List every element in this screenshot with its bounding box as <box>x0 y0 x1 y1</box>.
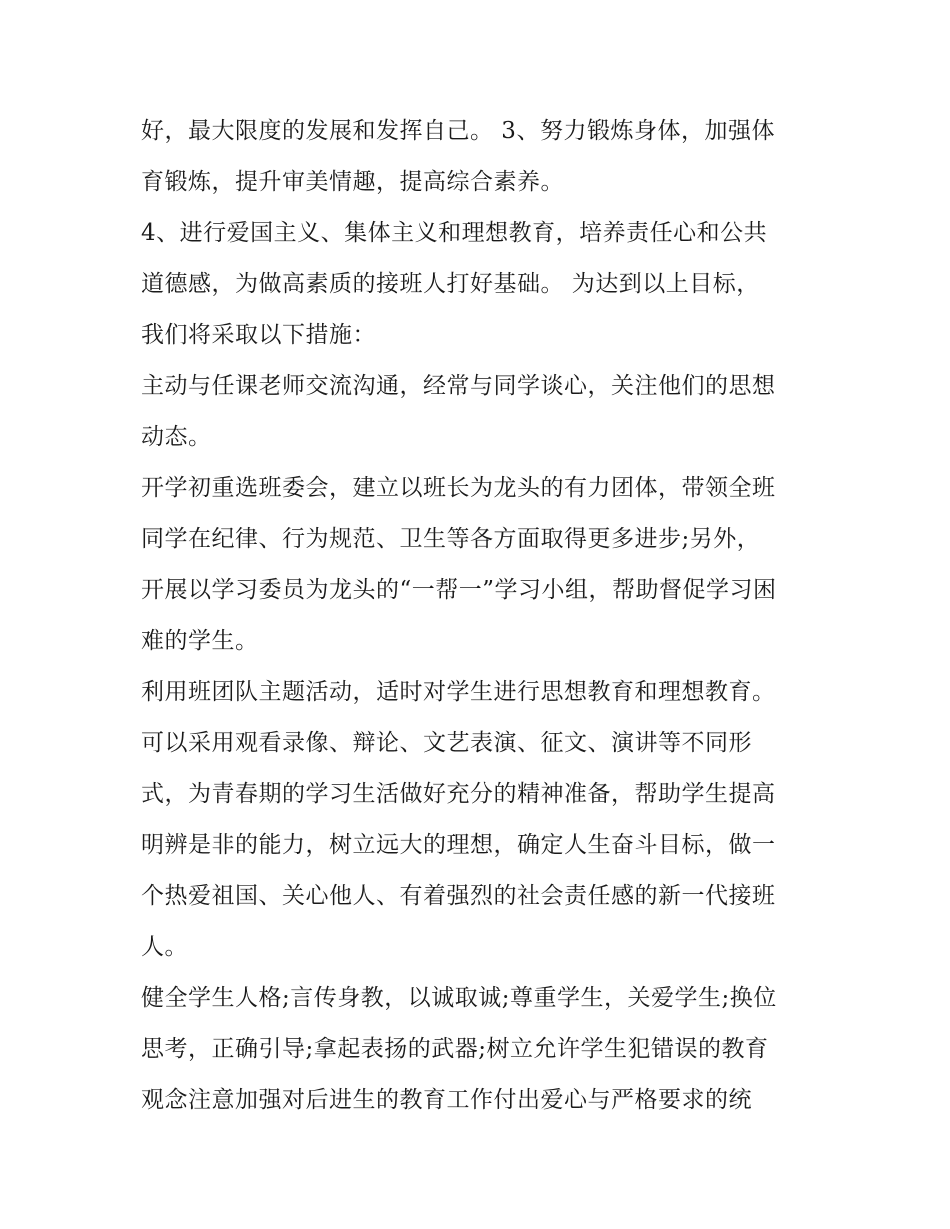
text-line: 主动与任课老师交流沟通，经常与同学谈心，关注他们的思想 <box>141 373 776 399</box>
text-line: 动态。 <box>141 424 212 450</box>
text-line: 难的学生。 <box>141 628 259 654</box>
text-line: 个热爱祖国、关心他人、有着强烈的社会责任感的新一代接班 <box>141 883 776 909</box>
text-line: 明辨是非的能力，树立远大的理想，确定人生奋斗目标，做一 <box>141 832 776 858</box>
text-line: 同学在纪律、行为规范、卫生等各方面取得更多进步;另外， <box>141 526 761 552</box>
text-line: 育锻炼，提升审美情趣，提高综合素养。 <box>141 169 564 195</box>
text-line: 4、进行爱国主义、集体主义和理想教育，培养责任心和公共 <box>141 220 768 246</box>
text-line: 可以采用观看录像、辩论、文艺表演、征文、演讲等不同形 <box>141 730 752 756</box>
text-line: 健全学生人格;言传身教，以诚取诚;尊重学生，关爱学生;换位 <box>141 985 777 1011</box>
text-line: 开学初重选班委会，建立以班长为龙头的有力团体，带领全班 <box>141 475 776 501</box>
text-line: 利用班团队主题活动，适时对学生进行思想教育和理想教育。 <box>141 679 776 705</box>
text-line: 式，为青春期的学习生活做好充分的精神准备，帮助学生提高 <box>141 781 776 807</box>
text-line: 思考，正确引导;拿起表扬的武器;树立允许学生犯错误的教育 <box>141 1036 769 1062</box>
text-line: 开展以学习委员为龙头的“一帮一”学习小组，帮助督促学习困 <box>141 577 777 603</box>
text-line: 我们将采取以下措施： <box>141 322 376 348</box>
text-line: 道德感，为做高素质的接班人打好基础。 为达到以上目标， <box>141 271 760 297</box>
text-line: 人。 <box>141 934 188 960</box>
text-line: 好，最大限度的发展和发挥自己。 3、努力锻炼身体，加强体 <box>141 118 775 144</box>
document-body <box>141 106 821 1126</box>
text-line: 观念注意加强对后进生的教育工作付出爱心与严格要求的统 <box>141 1087 752 1113</box>
